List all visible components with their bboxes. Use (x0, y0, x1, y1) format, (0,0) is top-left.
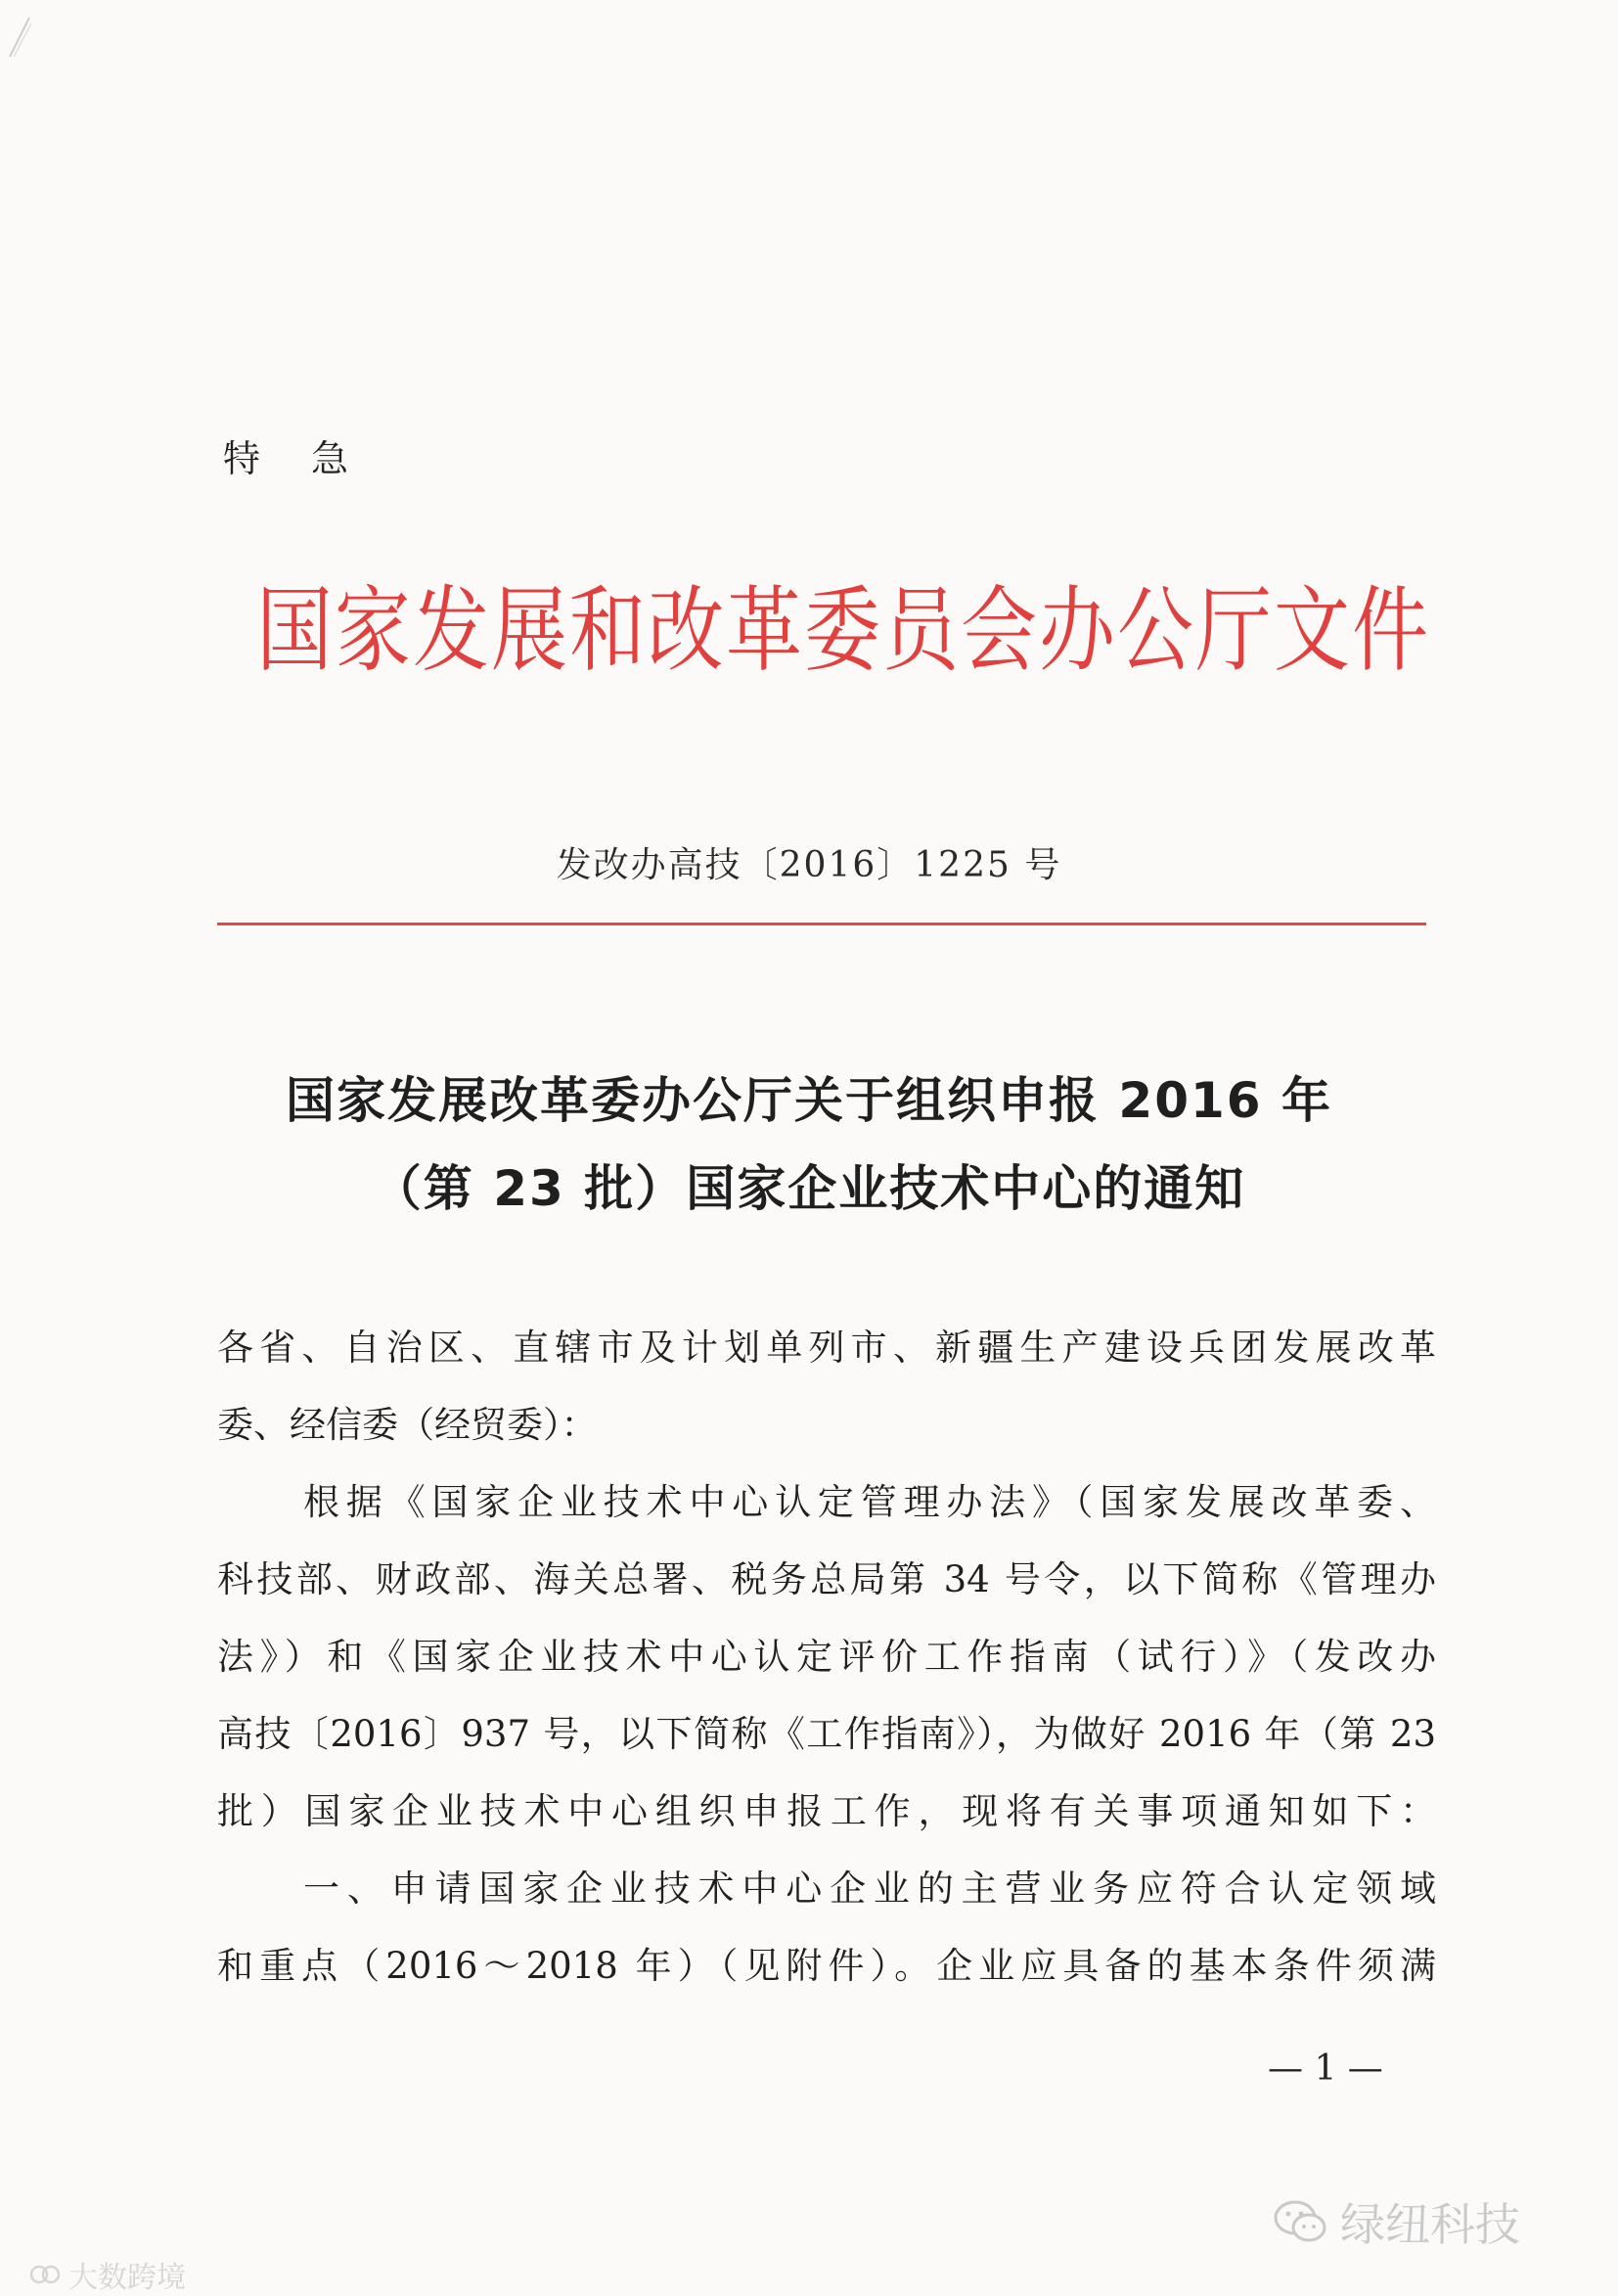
urgency-label: 特急 (223, 437, 400, 480)
corner-fold-mark (8, 14, 33, 59)
body-line-2: 委、经信委（经贸委）： (217, 1404, 598, 1446)
document-masthead: 国家发展和改革委员会办公厅文件 (256, 577, 1431, 685)
watermark-green-tech (1272, 2189, 1520, 2254)
body-line-9: 和重点（2016～2018 年）（见附件）。企业应具备的基本条件须满 (217, 1945, 1436, 1987)
document-number: 发改办高技〔2016〕1225 号 (556, 845, 1062, 885)
body-line-7: 批）国家企业技术中心组织申报工作，现将有关事项通知如下： (217, 1790, 1436, 1832)
body-line-8: 一、申请国家企业技术中心企业的主营业务应符合认定领域 (303, 1868, 1436, 1910)
notice-body (217, 1309, 1436, 2004)
body-line-3: 根据《国家企业技术中心认定管理办法》（国家发展改革委、 (303, 1481, 1436, 1523)
body-line-1: 各省、自治区、直辖市及计划单列市、新疆生产建设兵团发展改革 (217, 1327, 1436, 1369)
watermark-left-label: 大数跨境 (68, 2261, 186, 2295)
notice-title-line-2: （第 23 批）国家企业技术中心的通知 (372, 1160, 1246, 1217)
notice-title-line-1: 国家发展改革委办公厅关于组织申报 2016 年 (286, 1072, 1332, 1129)
page-number: — 1 — (1268, 2048, 1383, 2089)
body-line-6: 高技〔2016〕937 号，以下简称《工作指南》），为做好 2016 年（第 23 (217, 1713, 1436, 1755)
wechat-icon (1272, 2196, 1330, 2247)
red-separator-line (217, 923, 1426, 925)
body-line-4: 科技部、财政部、海关总署、税务总局第 34 号令，以下简称《管理办 (217, 1558, 1436, 1600)
watermark-big-data (29, 2253, 186, 2296)
watermark-right-label: 绿纽科技 (1340, 2198, 1520, 2251)
brand-logo-icon (29, 2260, 63, 2289)
notice-title (0, 1057, 1618, 1233)
body-line-5: 法》）和《国家企业技术中心认定评价工作指南（试行）》（发改办 (217, 1636, 1436, 1678)
